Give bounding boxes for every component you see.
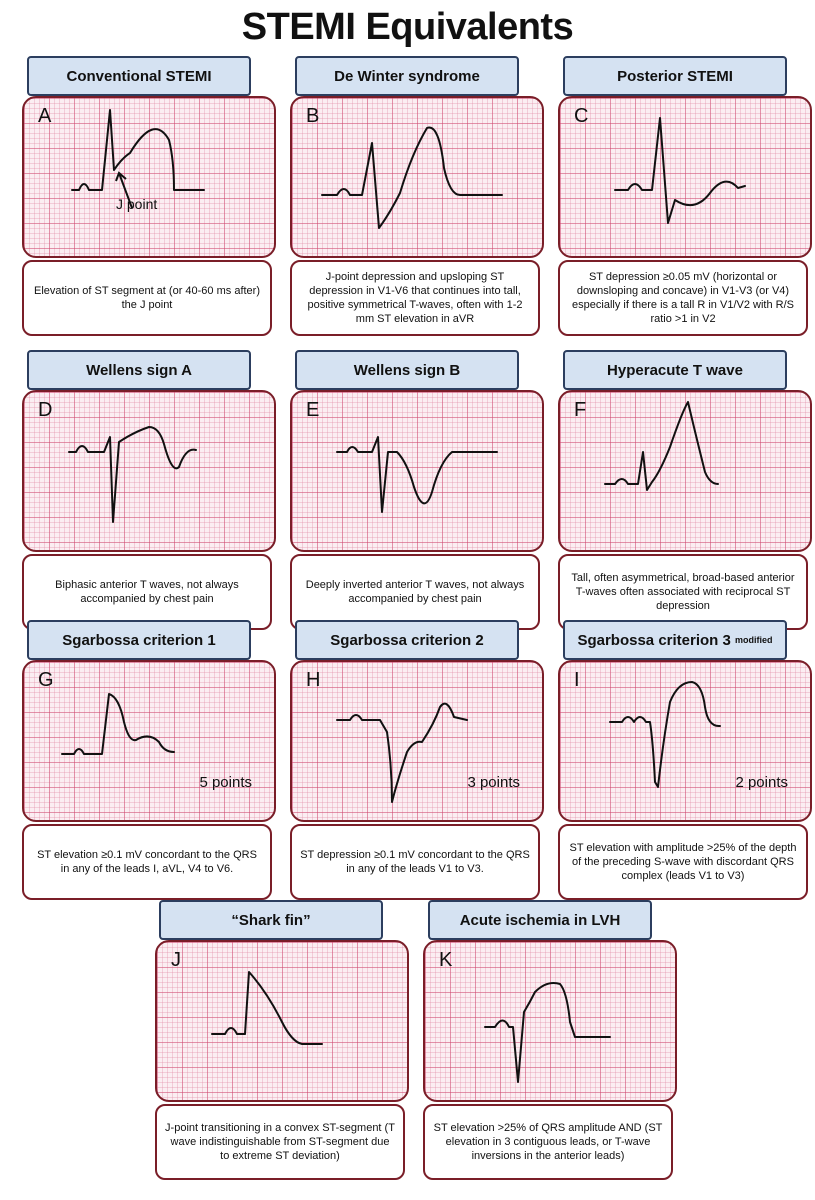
ecg-strip <box>558 660 812 822</box>
panel-description: ST elevation ≥0.1 mV concordant to the QRS in any of the leads I, aVL, V4 to V6. <box>22 824 272 900</box>
panel-sgarbossa-1 <box>22 620 274 910</box>
ecg-strip <box>423 940 677 1102</box>
panel-letter: D <box>38 399 53 421</box>
panel-label: De Winter syndrome <box>295 56 519 96</box>
panel-lvh-ischemia <box>423 900 675 1190</box>
ecg-strip <box>22 390 276 552</box>
score-points: 5 points <box>199 774 252 791</box>
panel-letter: A <box>38 105 52 127</box>
panel-letter: K <box>439 949 453 971</box>
panel-label: “Shark fin” <box>159 900 383 940</box>
panel-letter: C <box>574 105 589 127</box>
panel-posterior-stemi <box>558 56 810 346</box>
panel-description: Tall, often asymmetrical, broad-based anterior T-waves often associated with reciprocal ST depression <box>558 554 808 630</box>
panel-description: J-point depression and upsloping ST depression in V1-V6 that continues into tall, positive symmetrical T-waves, often with 1-2 mm ST elevation in aVR <box>290 260 540 336</box>
ecg-trace <box>292 392 542 550</box>
panel-wellens-b <box>290 350 542 640</box>
panel-wellens-a <box>22 350 274 640</box>
ecg-trace <box>24 392 274 550</box>
panel-label: Acute ischemia in LVH <box>428 900 652 940</box>
ecg-trace <box>24 662 274 820</box>
ecg-trace <box>157 942 407 1100</box>
ecg-strip <box>290 96 544 258</box>
panel-letter: F <box>574 399 587 421</box>
ecg-trace <box>560 392 810 550</box>
ecg-strip <box>290 660 544 822</box>
ecg-trace <box>292 662 542 820</box>
ecg-strip <box>155 940 409 1102</box>
ecg-strip <box>558 390 812 552</box>
panel-sgarbossa-3 <box>558 620 810 910</box>
panel-shark-fin <box>155 900 407 1190</box>
panel-description: ST depression ≥0.1 mV concordant to the QRS in any of the leads V1 to V3. <box>290 824 540 900</box>
panel-description: Biphasic anterior T waves, not always accompanied by chest pain <box>22 554 272 630</box>
panel-label: Posterior STEMI <box>563 56 787 96</box>
panel-sgarbossa-2 <box>290 620 542 910</box>
ecg-trace <box>560 662 810 820</box>
panel-description: ST elevation >25% of QRS amplitude AND (ST elevation in 3 contiguous leads, or T-wave inversions in the anterior leads) <box>423 1104 673 1180</box>
panel-letter: E <box>306 399 320 421</box>
panel-letter: G <box>38 669 54 691</box>
panel-letter: B <box>306 105 320 127</box>
panel-letter: H <box>306 669 321 691</box>
panel-de-winter <box>290 56 542 346</box>
ecg-strip <box>290 390 544 552</box>
panel-description: ST depression ≥0.05 mV (horizontal or downsloping and concave) in V1-V3 (or V4) especially if there is a tall R in V1/V2 with R/S ratio >1 in V2 <box>558 260 808 336</box>
panel-label: Sgarbossa criterion 2 <box>295 620 519 660</box>
panel-label: Hyperacute T wave <box>563 350 787 390</box>
ecg-strip <box>22 660 276 822</box>
ecg-trace <box>292 98 542 256</box>
ecg-trace <box>560 98 810 256</box>
j-point-annotation: J point <box>116 196 158 212</box>
score-points: 2 points <box>735 774 788 791</box>
panel-conventional-stemi <box>22 56 274 346</box>
panel-description: Deeply inverted anterior T waves, not always accompanied by chest pain <box>290 554 540 630</box>
score-points: 3 points <box>467 774 520 791</box>
panel-label: Sgarbossa criterion 3 modified <box>563 620 787 660</box>
page-title: STEMI Equivalents <box>241 6 574 48</box>
panel-description: Elevation of ST segment at (or 40-60 ms after) the J point <box>22 260 272 336</box>
ecg-strip <box>558 96 812 258</box>
ecg-trace <box>24 98 274 256</box>
panel-label: Conventional STEMI <box>27 56 251 96</box>
ecg-trace <box>425 942 675 1100</box>
panel-letter: I <box>574 669 580 691</box>
panel-label: Sgarbossa criterion 1 <box>27 620 251 660</box>
panel-label: Wellens sign A <box>27 350 251 390</box>
panel-description: J-point transitioning in a convex ST-segment (T wave indistinguishable from ST-segment due to extreme ST deviation) <box>155 1104 405 1180</box>
ecg-strip <box>22 96 276 258</box>
panel-hyperacute-t <box>558 350 810 640</box>
panel-description: ST elevation with amplitude >25% of the depth of the preceding S-wave with discordant QRS complex (leads V1 to V3) <box>558 824 808 900</box>
panel-label: Wellens sign B <box>295 350 519 390</box>
panel-letter: J <box>171 949 181 971</box>
